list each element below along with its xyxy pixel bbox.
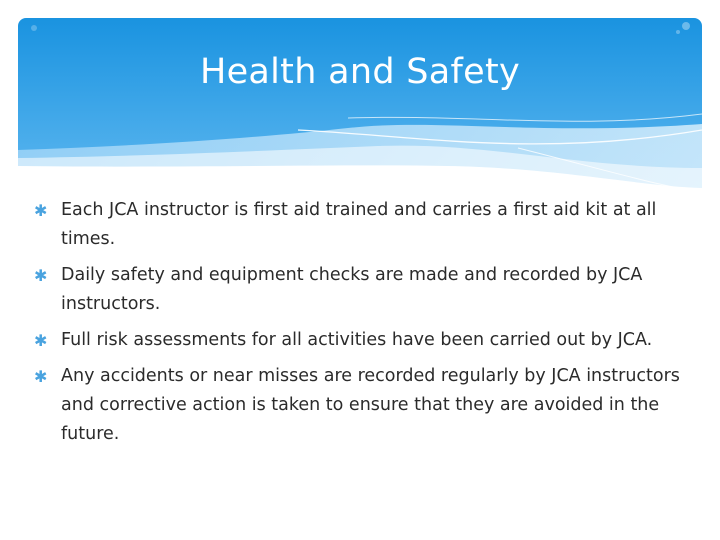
list-item [34, 362, 694, 449]
asterisk-bullet-icon: ✱ [34, 331, 48, 350]
asterisk-bullet-icon: ✱ [34, 201, 48, 220]
list-item [34, 196, 694, 254]
asterisk-bullet-icon: ✱ [34, 266, 48, 285]
asterisk-bullet-icon: ✱ [34, 367, 48, 386]
bullet-text: Daily safety and equipment checks are made and recorded by JCA instructors. [61, 265, 643, 314]
list-item [34, 261, 694, 319]
bullet-text: Any accidents or near misses are recorded regularly by JCA instructors and corrective action is taken to ensure that they are avoided in the future. [61, 366, 680, 444]
list-item [34, 326, 694, 355]
bullet-list [34, 196, 694, 456]
banner-wave-graphic [18, 18, 702, 194]
slide-title: Health and Safety [199, 52, 521, 92]
bullet-text: Full risk assessments for all activities have been carried out by JCA. [61, 330, 653, 350]
title-banner [18, 18, 702, 194]
bullet-text: Each JCA instructor is first aid trained and carries a first aid kit at all times. [61, 200, 657, 249]
